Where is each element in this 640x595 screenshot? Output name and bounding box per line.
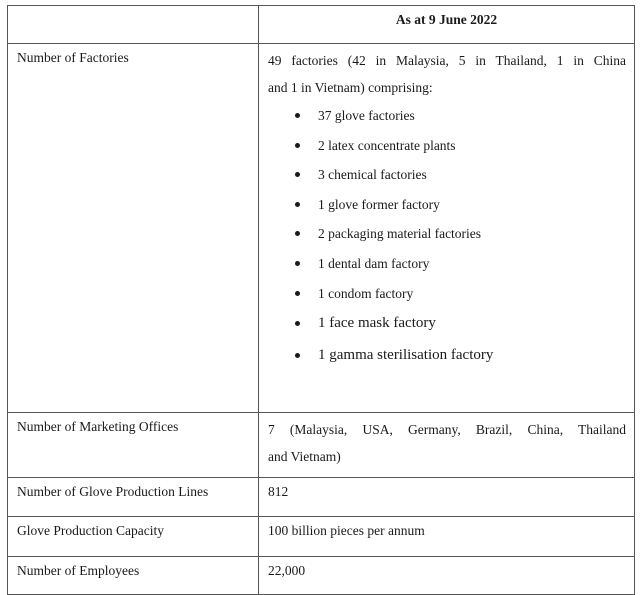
row-label: Number of Employees — [8, 557, 259, 595]
list-item: 3 chemical factories — [268, 160, 626, 190]
bullet-icon — [295, 143, 300, 148]
row-value: 100 billion pieces per annum — [259, 517, 635, 557]
header-row — [8, 6, 635, 44]
row-label: Number of Factories — [8, 44, 259, 413]
list-item: 1 face mask factory — [268, 308, 626, 340]
bullet-icon — [295, 261, 300, 266]
factory-list — [268, 101, 626, 371]
row-label: Glove Production Capacity — [8, 517, 259, 557]
bullet-icon — [295, 202, 300, 207]
list-item: 1 condom factory — [268, 279, 626, 309]
header-empty-cell — [8, 6, 259, 44]
bullet-icon — [295, 231, 300, 236]
row-value: 812 — [259, 478, 635, 517]
bullet-icon — [295, 113, 300, 118]
list-item: 2 latex concentrate plants — [268, 131, 626, 161]
factories-summary-line2: and 1 in Vietnam) comprising: — [268, 80, 433, 95]
row-factories — [8, 44, 635, 413]
bullet-icon — [295, 291, 300, 296]
row-production-lines — [8, 478, 635, 517]
row-production-capacity — [8, 517, 635, 557]
row-marketing-offices — [8, 413, 635, 478]
row-label: Number of Marketing Offices — [8, 413, 259, 478]
list-item: 2 packaging material factories — [268, 219, 626, 249]
row-label: Number of Glove Production Lines — [8, 478, 259, 517]
row-value: 22,000 — [259, 557, 635, 595]
list-item: 1 glove former factory — [268, 190, 626, 220]
company-facts-table — [7, 5, 635, 595]
list-item: 1 dental dam factory — [268, 249, 626, 279]
marketing-offices-line1: 7 (Malaysia, USA, Germany, Brazil, China, Thailand — [268, 422, 626, 437]
list-item: 37 glove factories — [268, 101, 626, 131]
row-value — [259, 413, 635, 478]
header-date: As at 9 June 2022 — [259, 6, 635, 44]
bullet-icon — [295, 321, 300, 326]
factories-summary-line1: 49 factories (42 in Malaysia, 5 in Thailand, 1 in China — [268, 53, 626, 68]
bullet-icon — [295, 353, 300, 358]
row-value — [259, 44, 635, 413]
marketing-offices-line2: and Vietnam) — [268, 449, 341, 464]
bullet-icon — [295, 172, 300, 177]
list-item: 1 gamma sterilisation factory — [268, 340, 626, 372]
row-employees — [8, 557, 635, 595]
